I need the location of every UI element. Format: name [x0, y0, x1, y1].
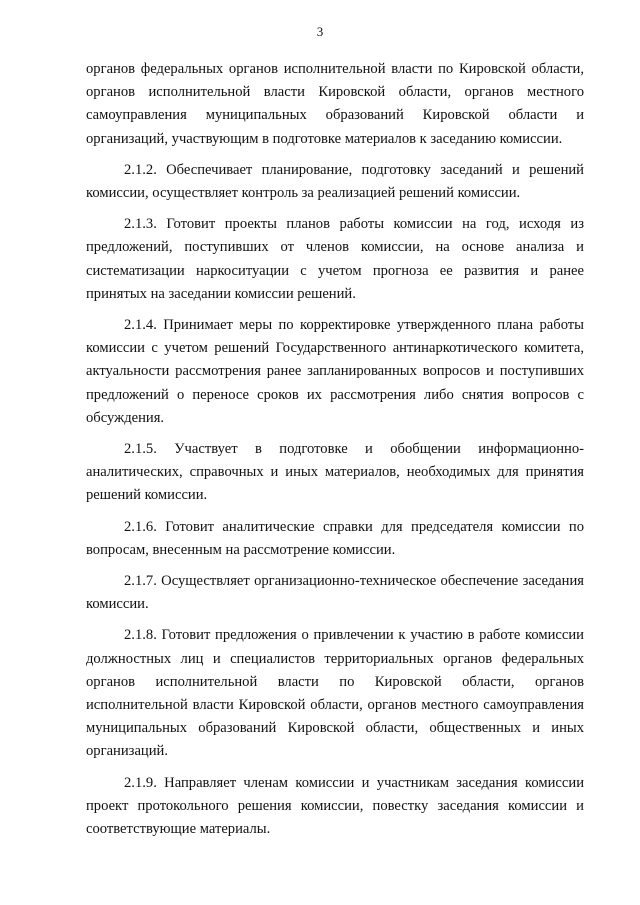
paragraph-2-1-6: 2.1.6. Готовит аналитические справки для председателя комиссии по вопросам, внесенным на рассмотрение комиссии.: [86, 518, 584, 558]
paragraph-2-1-7: 2.1.7. Осуществляет организационно-техническое обеспечение заседания комиссии.: [86, 573, 584, 613]
paragraph-2-1-3: 2.1.3. Готовит проекты планов работы комиссии на год, исходя из предложений, поступивших от членов комиссии, на основе анализа и систематизации наркоситуации с учетом прогноза ее развития и ранее принятых на заседании комиссии решений.: [86, 216, 584, 302]
document-body: [86, 58, 584, 841]
paragraph-continuation: органов федеральных органов исполнительной власти по Кировской области, органов исполнительной власти Кировской области, органов местного самоуправления муниципальных образований Кировской области и организаций, участвующим в подготовке материалов к заседанию комиссии.: [86, 61, 584, 147]
paragraph-2-1-9: 2.1.9. Направляет членам комиссии и участникам заседания комиссии проект протокольного решения комиссии, повестку заседания комиссии и соответствующие материалы.: [86, 774, 584, 838]
paragraph-2-1-5: 2.1.5. Участвует в подготовке и обобщении информационно-аналитических, справочных и иных материалов, необходимых для принятия решений комиссии.: [86, 441, 584, 504]
paragraph-2-1-2: 2.1.2. Обеспечивает планирование, подготовку заседаний и решений комиссии, осуществляет контроль за реализацией решений комиссии.: [86, 161, 584, 202]
page-number: 3: [316, 24, 324, 39]
paragraph-2-1-4: 2.1.4. Принимает меры по корректировке утвержденного плана работы комиссии с учетом решений Государственного антинаркотического комитета, актуальности рассмотрения ранее запланированных вопросов и поступивших предложений о переносе сроков их рассмотрения либо снятия вопросов с обсуждения.: [86, 317, 584, 426]
paragraph-2-1-8: 2.1.8. Готовит предложения о привлечении к участию в работе комиссии должностных лиц и специалистов территориальных органов федеральных органов исполнительной власти по Кировской области, органов исполнительной власти Кировской области, органов местного самоуправления муниципальных образований Кировской области, общественных и иных организаций.: [86, 627, 584, 760]
